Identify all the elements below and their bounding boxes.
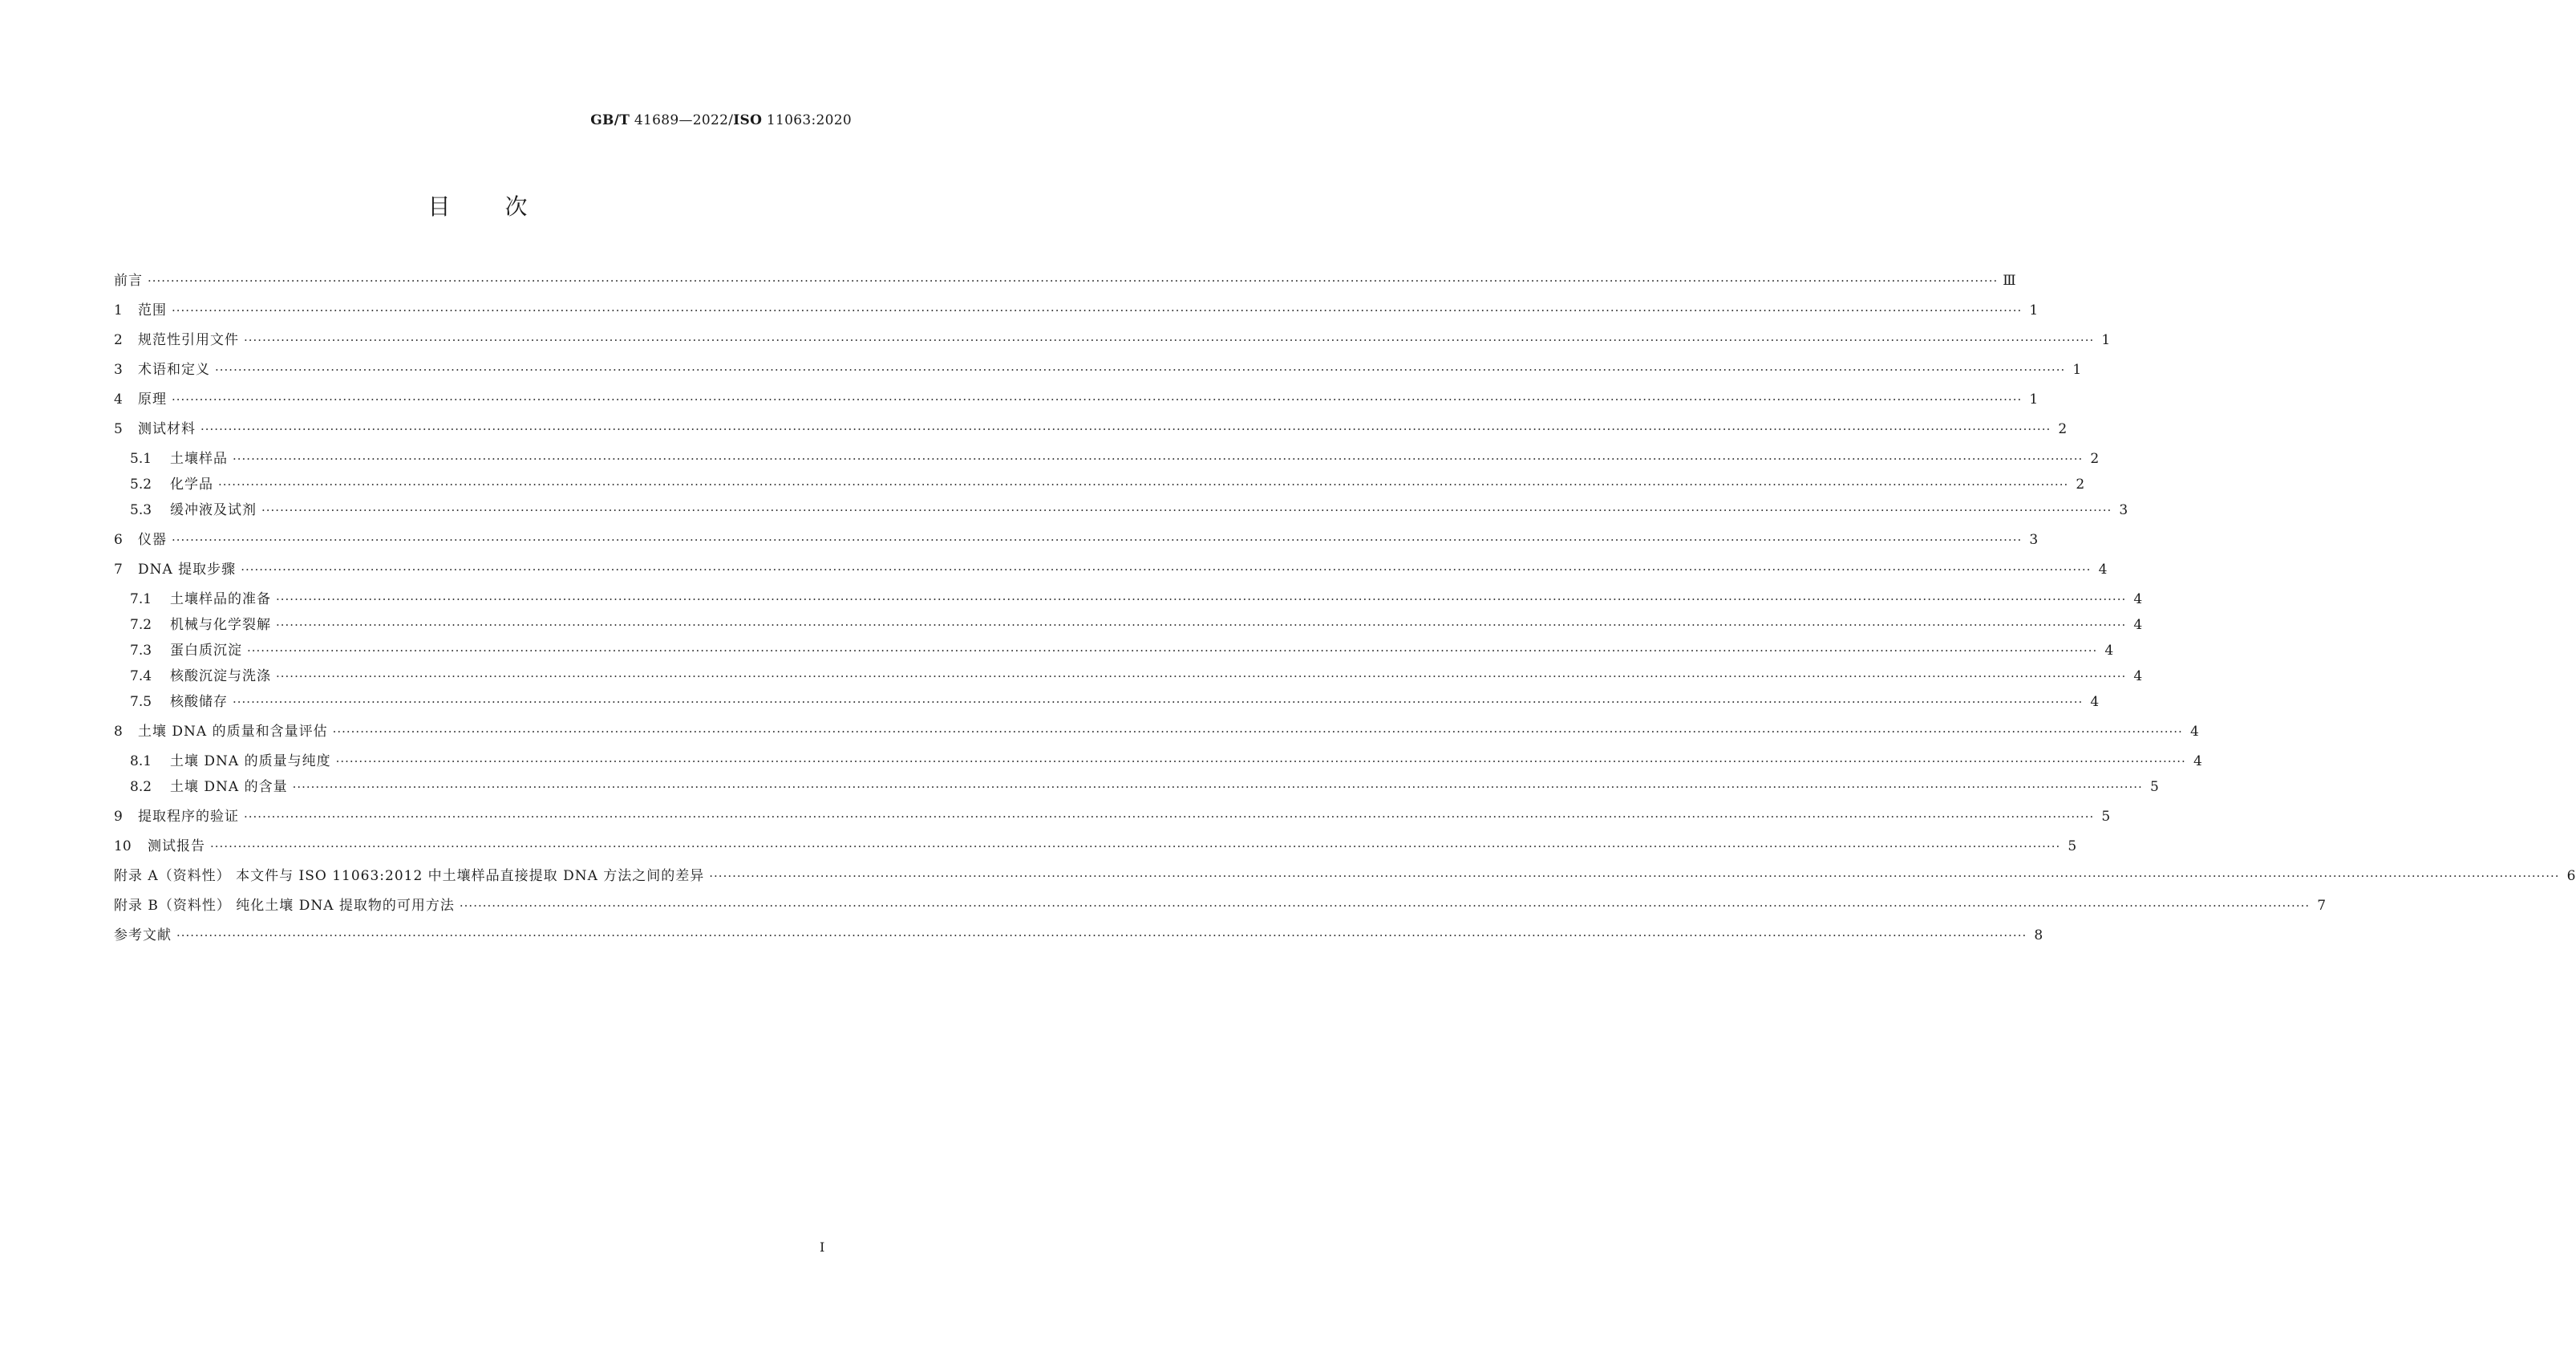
toc-entry[interactable] <box>114 642 2114 659</box>
toc-entry-number: 7.4 <box>130 668 152 684</box>
toc-entry-number: 4 <box>114 392 123 408</box>
toc-entry-title: 前言 <box>114 273 143 289</box>
toc-entry-title: 化学品 <box>170 477 213 493</box>
toc-entry-title: 提取程序的验证 <box>138 809 239 825</box>
toc-entry[interactable] <box>114 616 2143 634</box>
toc-entry-title: DNA 提取步骤 <box>138 562 237 578</box>
iso-prefix: ISO <box>733 112 763 128</box>
toc-entry-number: 7 <box>114 562 123 578</box>
toc-entry[interactable] <box>114 476 2085 493</box>
toc-entry[interactable] <box>114 590 2143 608</box>
toc-entry-page: 3 <box>2119 502 2128 518</box>
toc-leader-dots: ················································································································································································································································································································································································································ <box>332 724 2183 739</box>
toc-entry-title: 缓冲液及试剂 <box>170 502 257 518</box>
toc-entry-title: 规范性引用文件 <box>138 332 239 348</box>
toc-entry-number: 10 <box>114 838 132 854</box>
toc-entry-number: 5.1 <box>130 451 152 467</box>
toc-entry[interactable] <box>114 778 2159 796</box>
toc-leader-dots: ················································································································································································································································································································································································································ <box>218 477 2069 492</box>
toc-entry-number: 8.1 <box>130 753 152 769</box>
toc-entry-page: 1 <box>2029 302 2039 318</box>
standard-number: 41689—2022/ <box>634 112 734 128</box>
toc-leader-dots: ················································································································································································································································································································································································································ <box>244 809 2095 824</box>
toc-entry-page: 1 <box>2072 362 2082 378</box>
toc-entry-page: 4 <box>2090 694 2100 710</box>
toc-entry-number: 8 <box>114 724 123 740</box>
toc-entry-number: 6 <box>114 532 123 548</box>
toc-entry[interactable] <box>114 272 2016 290</box>
toc-entry-page: 4 <box>2190 724 2199 740</box>
toc-entry-number: 7.5 <box>130 694 152 710</box>
toc-entry-page: 6 <box>2566 868 2576 884</box>
toc-entry[interactable] <box>114 667 2143 685</box>
standard-code: GB/T <box>590 112 630 128</box>
table-of-contents <box>114 272 2576 956</box>
toc-entry-page: 4 <box>2098 562 2108 578</box>
page-title: 目次 <box>427 193 582 220</box>
standard-number-header <box>590 112 852 128</box>
toc-entry-title: 土壤 DNA 的含量 <box>170 779 288 795</box>
toc-leader-dots: ················································································································································································································································································································································································································ <box>276 592 2127 607</box>
toc-entry-title: 仪器 <box>138 532 167 548</box>
toc-entry-page: 1 <box>2101 332 2111 348</box>
toc-entry-title: 核酸储存 <box>170 694 228 710</box>
toc-leader-dots: ················································································································································································································································································································································································································ <box>261 503 2112 517</box>
toc-leader-dots: ················································································································································································································································································································································································································ <box>210 839 2061 854</box>
toc-entry-title: 土壤 DNA 的质量和含量评估 <box>138 724 328 740</box>
toc-entry-page: 1 <box>2029 392 2039 408</box>
toc-entry[interactable] <box>114 838 2077 855</box>
toc-leader-dots: ················································································································································································································································································································································································································ <box>241 562 2092 577</box>
page-number: I <box>820 1239 825 1255</box>
toc-leader-dots: ················································································································································································································································································································································································································ <box>247 643 2098 658</box>
toc-entry[interactable] <box>114 927 2043 944</box>
toc-entry-page: 4 <box>2133 617 2143 633</box>
toc-entry-title: 机械与化学裂解 <box>170 617 271 633</box>
toc-entry[interactable] <box>114 753 2202 770</box>
toc-entry-page: 3 <box>2029 532 2039 548</box>
toc-entry-page: 2 <box>2058 421 2068 437</box>
toc-leader-dots: ················································································································································································································································································································································································································ <box>709 869 2560 883</box>
toc-leader-dots: ················································································································································································································································································································································································································ <box>200 422 2051 436</box>
toc-entry[interactable] <box>114 723 2199 740</box>
toc-entry-page: 4 <box>2133 591 2143 607</box>
toc-entry-title: 蛋白质沉淀 <box>170 643 242 659</box>
toc-entry-page: 4 <box>2104 643 2114 659</box>
toc-entry-number: 9 <box>114 809 123 825</box>
toc-entry-title: 土壤 DNA 的质量与纯度 <box>170 753 331 769</box>
toc-leader-dots: ················································································································································································································································································································································································································ <box>215 363 2066 377</box>
toc-entry[interactable] <box>114 302 2039 319</box>
iso-number: 11063:2020 <box>766 112 852 128</box>
toc-entry-number: 1 <box>114 302 123 318</box>
toc-entry[interactable] <box>114 808 2111 826</box>
toc-entry-number: 5.3 <box>130 502 152 518</box>
toc-entry-page: 2 <box>2090 451 2100 467</box>
toc-entry-title: 核酸沉淀与洗涤 <box>170 668 271 684</box>
toc-entry-title: 参考文献 <box>114 927 172 943</box>
toc-leader-dots: ················································································································································································································································································································································································································ <box>276 669 2127 684</box>
toc-entry-number: 8.2 <box>130 779 152 795</box>
toc-entry[interactable] <box>114 867 2576 885</box>
toc-entry[interactable] <box>114 361 2082 379</box>
toc-leader-dots: ················································································································································································································································································································································································································ <box>292 780 2143 794</box>
toc-entry[interactable] <box>114 501 2128 519</box>
toc-entry-page: 5 <box>2068 838 2077 854</box>
toc-entry[interactable] <box>114 331 2111 349</box>
toc-entry-page: 8 <box>2034 927 2043 943</box>
toc-entry-title: 原理 <box>138 392 167 408</box>
toc-entry-number: 5.2 <box>130 477 152 493</box>
toc-entry-title: 土壤样品的准备 <box>170 591 271 607</box>
toc-entry[interactable] <box>114 450 2100 468</box>
toc-entry-title: 范围 <box>138 302 167 318</box>
toc-entry-page: 2 <box>2076 477 2085 493</box>
toc-leader-dots: ················································································································································································································································································································································································································ <box>276 618 2127 632</box>
toc-entry-number: 7.1 <box>130 591 152 607</box>
toc-entry[interactable] <box>114 531 2039 549</box>
toc-entry[interactable] <box>114 391 2039 408</box>
toc-entry[interactable] <box>114 561 2108 578</box>
toc-entry-page: 4 <box>2193 753 2202 769</box>
toc-entry-page: Ⅲ <box>2003 273 2016 289</box>
toc-entry-page: 4 <box>2133 668 2143 684</box>
toc-entry[interactable] <box>114 420 2068 438</box>
toc-entry-title: 术语和定义 <box>138 362 210 378</box>
toc-entry-title: 附录 A（资料性） 本文件与 ISO 11063:2012 中土壤样品直接提取 DNA 方法之间的差异 <box>114 868 705 884</box>
toc-leader-dots: ················································································································································································································································································································································································································ <box>148 274 1999 288</box>
toc-entry-title: 土壤样品 <box>170 451 228 467</box>
toc-entry-number: 7.2 <box>130 617 152 633</box>
toc-entry-title: 附录 B（资料性） 纯化土壤 DNA 提取物的可用方法 <box>114 898 455 914</box>
toc-leader-dots: ················································································································································································································································································································································································································ <box>176 928 2027 943</box>
toc-entry-number: 5 <box>114 421 123 437</box>
toc-leader-dots: ················································································································································································································································································································································································································ <box>172 533 2023 547</box>
toc-leader-dots: ················································································································································································································································································································································································································ <box>244 333 2095 347</box>
toc-leader-dots: ················································································································································································································································································································································································································ <box>335 754 2186 769</box>
toc-leader-dots: ················································································································································································································································································································································································································ <box>172 303 2023 318</box>
toc-entry[interactable] <box>114 897 2327 915</box>
toc-entry[interactable] <box>114 693 2100 711</box>
toc-entry-page: 5 <box>2101 809 2111 825</box>
toc-leader-dots: ················································································································································································································································································································································································································ <box>233 452 2084 466</box>
toc-leader-dots: ················································································································································································································································································································································································································ <box>172 392 2023 407</box>
toc-entry-number: 7.3 <box>130 643 152 659</box>
toc-entry-page: 7 <box>2317 898 2327 914</box>
toc-entry-title: 测试材料 <box>138 421 196 437</box>
toc-entry-number: 3 <box>114 362 123 378</box>
toc-entry-number: 2 <box>114 332 123 348</box>
toc-entry-page: 5 <box>2150 779 2159 795</box>
toc-leader-dots: ················································································································································································································································································································································································································ <box>459 899 2311 913</box>
toc-leader-dots: ················································································································································································································································································································································································································ <box>233 695 2084 709</box>
toc-entry-title: 测试报告 <box>148 838 205 854</box>
